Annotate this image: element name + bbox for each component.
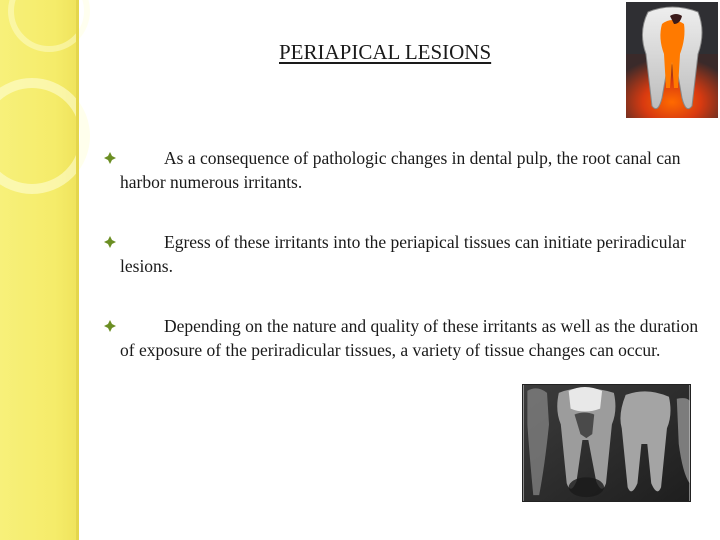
bullet-text: Egress of these irritants into the periapical tissues can initiate periradicular lesions. bbox=[120, 232, 686, 276]
list-item bbox=[104, 230, 714, 278]
tooth-illustration bbox=[626, 2, 718, 118]
bullet-text: As a consequence of pathologic changes in dental pulp, the root canal can harbor numerous irritants. bbox=[120, 148, 681, 192]
side-band-edge bbox=[76, 0, 79, 540]
diamond-bullet-icon bbox=[104, 236, 116, 248]
dental-xray-image bbox=[522, 384, 691, 502]
list-item bbox=[104, 314, 714, 362]
side-decorative-band bbox=[0, 0, 78, 540]
list-item bbox=[104, 146, 714, 194]
diamond-bullet-icon bbox=[104, 152, 116, 164]
bullet-text: Depending on the nature and quality of these irritants as well as the duration of exposure of the periradicular tissues, a variety of tissue changes can occur. bbox=[120, 316, 699, 360]
slide-title: PERIAPICAL LESIONS bbox=[279, 40, 492, 64]
bullet-list bbox=[104, 146, 714, 398]
diamond-bullet-icon bbox=[104, 320, 116, 332]
